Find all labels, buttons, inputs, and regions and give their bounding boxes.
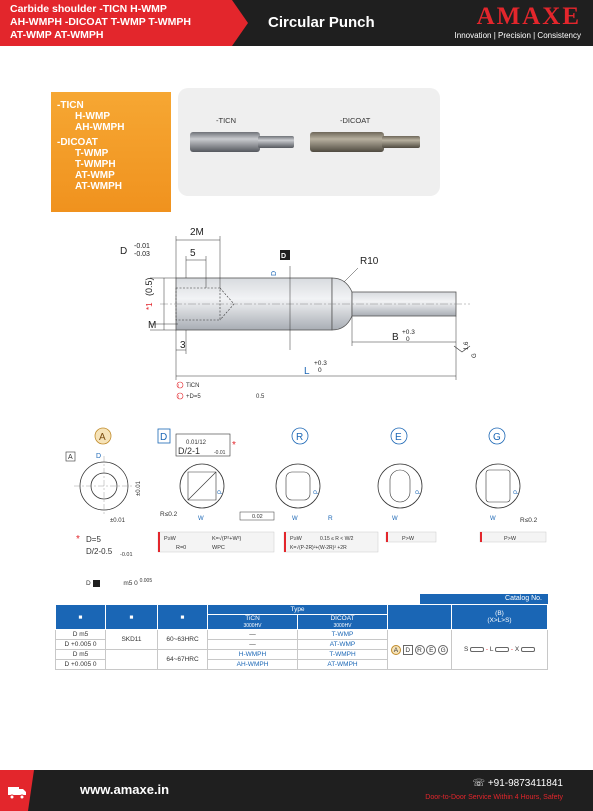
svg-text:*: * xyxy=(76,534,80,545)
coating-panel xyxy=(51,92,171,212)
product-photo-panel xyxy=(178,88,440,196)
cell-d: D m5 xyxy=(56,630,106,640)
svg-text:WPC: WPC xyxy=(212,545,225,551)
code-x: X xyxy=(514,646,520,653)
phone-icon: ☏ xyxy=(472,778,486,789)
cell-dicoat: T-WMP xyxy=(298,630,388,640)
shape-code: R xyxy=(415,645,425,655)
punch-photos xyxy=(178,88,440,196)
shape-code: A xyxy=(391,645,401,655)
d-tolerance-icon xyxy=(93,580,100,587)
shape-label-g xyxy=(489,428,505,444)
cell-ticn: H-WMPH xyxy=(208,650,298,660)
cell-ticn: — xyxy=(208,640,298,650)
cell-material: SKD11 xyxy=(106,630,158,650)
brand-tagline: Innovation | Precision | Consistency xyxy=(454,31,581,40)
col-ticn xyxy=(208,615,298,630)
brand-name: AMAXE xyxy=(476,3,581,30)
svg-text:L: L xyxy=(304,366,310,377)
dicoat-heading: -DICOAT xyxy=(57,137,98,148)
svg-text:R≤0.2: R≤0.2 xyxy=(160,511,178,518)
page-title: Circular Punch xyxy=(268,14,375,31)
svg-text:±0.01: ±0.01 xyxy=(110,518,125,524)
svg-text:+D=5: +D=5 xyxy=(186,394,201,400)
svg-text:0.02: 0.02 xyxy=(252,514,263,520)
svg-text:0.01/12: 0.01/12 xyxy=(186,440,207,446)
ticn-hardness: 3000HV xyxy=(243,623,262,629)
code-l-symbol xyxy=(495,647,509,652)
view-r xyxy=(276,464,333,522)
ticn-item: H-WMP xyxy=(75,111,110,122)
view-g xyxy=(476,464,538,524)
svg-text:W: W xyxy=(490,516,496,522)
tip-shape-details xyxy=(0,420,593,570)
shape-code: D xyxy=(403,645,413,655)
photo-label-dicoat: -DICOAT xyxy=(340,116,371,125)
ticn-punch-photo xyxy=(190,132,294,152)
svg-text:-0.01: -0.01 xyxy=(134,243,150,250)
svg-text:*1: *1 xyxy=(145,302,154,310)
svg-text:!: ! xyxy=(178,394,180,399)
dicoat-item: T-WMPH xyxy=(75,159,116,170)
spec-table xyxy=(55,604,548,670)
svg-text:1.6: 1.6 xyxy=(464,341,470,350)
view-d xyxy=(160,434,274,522)
cell-d: D +0.005 0 xyxy=(56,660,106,670)
svg-text:D/2-1: D/2-1 xyxy=(178,446,201,456)
shape-code: G xyxy=(438,645,448,655)
cell-ticn: — xyxy=(208,630,298,640)
punch-drawing xyxy=(0,220,593,420)
svg-text:*: * xyxy=(232,440,236,451)
code-s-symbol xyxy=(470,647,484,652)
brand-logo[interactable] xyxy=(455,4,581,40)
header-bar xyxy=(0,0,593,46)
catalog-no-tab: Catalog No. xyxy=(420,594,548,604)
svg-text:R≤0.2: R≤0.2 xyxy=(520,517,538,524)
condition-box-g xyxy=(480,532,546,542)
dm-note xyxy=(86,578,152,587)
product-title xyxy=(10,3,240,42)
cell-hardness: 60~63HRC xyxy=(158,630,208,650)
cell-ticn: AH-WMPH xyxy=(208,660,298,670)
svg-text:!: ! xyxy=(178,383,180,388)
shape-code: E xyxy=(426,645,436,655)
dicoat-hardness: 3000HV xyxy=(333,623,352,629)
website-link[interactable]: www.amaxe.in xyxy=(80,782,170,797)
col-type: Type xyxy=(208,605,388,615)
product-title-line-3: AT-WMP AT-WMPH xyxy=(10,29,104,41)
svg-text:W: W xyxy=(392,516,398,522)
svg-text:R: R xyxy=(296,432,304,443)
svg-text:R=0: R=0 xyxy=(176,545,187,551)
svg-text:A: A xyxy=(68,454,73,461)
svg-text:D/2-0.5: D/2-0.5 xyxy=(86,547,113,556)
svg-text:D: D xyxy=(281,253,287,260)
svg-text:P: P xyxy=(218,489,224,494)
cell-shape-codes xyxy=(388,630,452,670)
ticn-header: TiCN xyxy=(245,615,260,622)
cell-d: D m5 xyxy=(56,650,106,660)
code-l: L xyxy=(489,646,494,653)
photo-label-ticn: -TICN xyxy=(216,116,236,125)
svg-text:G: G xyxy=(493,432,501,443)
footer-bar xyxy=(0,770,593,811)
code-s: S xyxy=(463,646,469,653)
svg-text:5: 5 xyxy=(190,248,196,259)
svg-text:D: D xyxy=(96,453,102,460)
condition-box-r xyxy=(284,532,378,552)
svg-text:-0.01: -0.01 xyxy=(214,450,226,456)
svg-text:(0.5): (0.5) xyxy=(144,277,154,296)
svg-text:TiCN: TiCN xyxy=(186,383,200,389)
phone-number[interactable] xyxy=(473,778,563,789)
dicoat-item: T-WMP xyxy=(75,148,109,159)
svg-text:+0.3: +0.3 xyxy=(314,360,327,367)
svg-text:A: A xyxy=(99,432,106,443)
svg-text:P: P xyxy=(314,489,320,494)
svg-text:D: D xyxy=(120,246,128,257)
svg-text:M: M xyxy=(148,320,157,331)
svg-text:±0.01: ±0.01 xyxy=(136,481,142,496)
col-hardness-icon: ■ xyxy=(158,605,208,630)
cell-hardness: 64~67HRC xyxy=(158,650,208,670)
ticn-item: AH-WMPH xyxy=(75,122,125,133)
svg-text:0: 0 xyxy=(318,367,322,374)
dm-tolerance: m5 xyxy=(123,580,133,588)
svg-text:W: W xyxy=(198,516,204,522)
svg-text:K=√(P²+W²): K=√(P²+W²) xyxy=(212,536,242,542)
view-a xyxy=(66,452,142,524)
svg-text:D: D xyxy=(160,432,168,443)
shape-label-e xyxy=(391,428,407,444)
shape-label-d xyxy=(158,429,170,443)
svg-text:P: P xyxy=(416,489,422,494)
cell-dicoat: AT-WMP xyxy=(298,640,388,650)
cell-d: D +0.005 0 xyxy=(56,640,106,650)
condition-box-d xyxy=(158,532,274,552)
svg-text:0.15 ≤ R < W/2: 0.15 ≤ R < W/2 xyxy=(320,536,354,542)
dm-label: D xyxy=(86,580,91,588)
svg-text:D=5: D=5 xyxy=(86,535,101,544)
svg-text:-0.01: -0.01 xyxy=(120,552,133,558)
svg-text:P>W: P>W xyxy=(402,536,415,542)
table-row xyxy=(56,630,548,640)
product-title-line-1: Carbide shoulder -TICN H-WMP xyxy=(10,3,167,15)
col-material-icon: ■ xyxy=(106,605,158,630)
svg-text:P>W: P>W xyxy=(504,536,517,542)
svg-text:P≥W: P≥W xyxy=(164,536,176,542)
ticn-heading: -TICN xyxy=(57,100,84,111)
svg-text:2M: 2M xyxy=(190,227,204,238)
dm-tolerance-upper: 0.005 xyxy=(139,578,153,584)
svg-text:D: D xyxy=(271,270,278,276)
dicoat-item: AT-WMPH xyxy=(75,181,123,192)
svg-text:P≥W: P≥W xyxy=(290,536,302,542)
svg-text:E: E xyxy=(395,432,402,443)
svg-text:R10: R10 xyxy=(360,256,379,267)
b-note: (B) xyxy=(495,610,504,617)
col-d-icon: ■ xyxy=(56,605,106,630)
svg-text:+0.3: +0.3 xyxy=(402,329,415,336)
cell-dicoat: AT-WMPH xyxy=(298,660,388,670)
cell-material xyxy=(106,650,158,670)
shape-label-a xyxy=(95,428,111,444)
delivery-note: Door-to-Door Service Within 4 Hours, Safety xyxy=(425,794,563,801)
dicoat-item: AT-WMP xyxy=(75,170,115,181)
shape-label-r xyxy=(292,428,308,444)
svg-text:B: B xyxy=(392,332,399,343)
svg-text:3: 3 xyxy=(180,340,186,351)
col-shape xyxy=(388,605,452,630)
dicoat-header: DICOAT xyxy=(330,615,355,622)
cell-catalog-code: S - L - X xyxy=(452,630,548,670)
code-x-symbol xyxy=(521,647,535,652)
dm-tolerance-lower: 0 xyxy=(134,580,138,588)
svg-text:-0.03: -0.03 xyxy=(134,251,150,258)
svg-text:W: W xyxy=(292,516,298,522)
xls-note: (X>L>S) xyxy=(487,617,512,624)
condition-box-e xyxy=(386,532,436,542)
product-title-line-2: AH-WMPH -DICOAT T-WMP T-WMPH xyxy=(10,16,191,28)
svg-text:R: R xyxy=(328,515,333,522)
view-e xyxy=(378,464,422,522)
delivery-truck-icon xyxy=(6,780,28,802)
svg-text:0.5: 0.5 xyxy=(256,394,265,400)
dicoat-punch-photo xyxy=(310,132,420,152)
phone-text: +91-9873411841 xyxy=(487,778,563,789)
col-catalog xyxy=(452,605,548,630)
svg-text:0: 0 xyxy=(406,336,410,343)
svg-text:K=√(P-2R)²+(W-2R)² +2R: K=√(P-2R)²+(W-2R)² +2R xyxy=(290,545,347,551)
svg-text:G: G xyxy=(472,353,478,358)
cell-dicoat: T-WMPH xyxy=(298,650,388,660)
col-dicoat xyxy=(298,615,388,630)
svg-text:P: P xyxy=(514,489,520,494)
